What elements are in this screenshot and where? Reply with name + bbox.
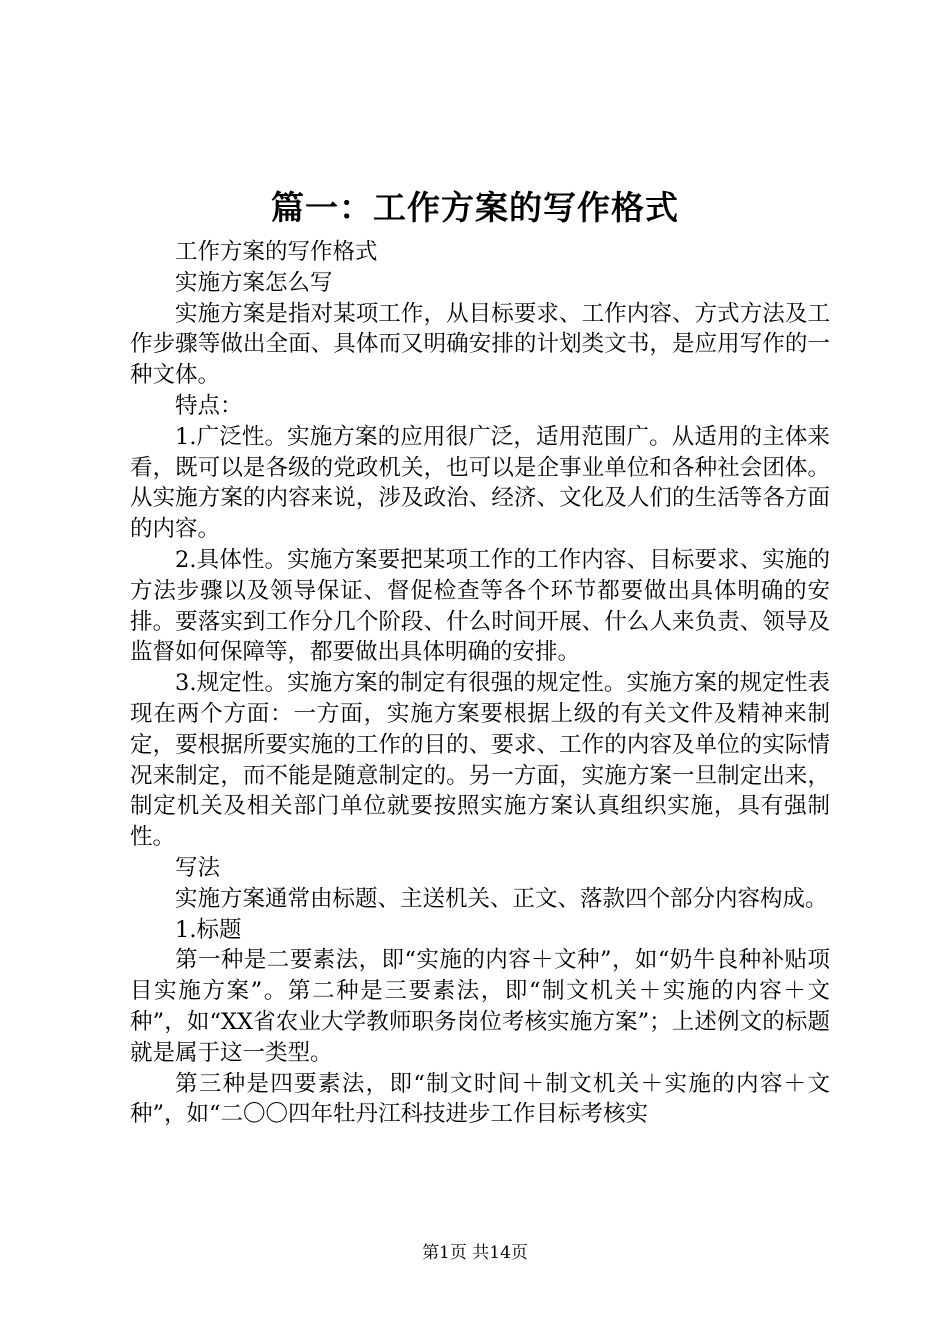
document-title: 篇一：工作方案的写作格式: [271, 188, 679, 227]
paragraph-title-heading: 1.标题: [175, 916, 242, 943]
document-body: [130, 237, 830, 1130]
paragraph-features-heading: 特点：: [175, 392, 243, 419]
page-number: 第1页 共14页: [422, 1243, 528, 1263]
paragraph-subtitle: 工作方案的写作格式: [175, 239, 378, 265]
paragraph-structure: 实施方案通常由标题、主送机关、正文、落款四个部分内容构成。: [175, 885, 828, 912]
paragraph-feature-3: 3.规定性。实施方案的制定有很强的规定性。实施方案的规定性表现在两个方面：一方面，实施方案要根据上级的有关文件及精神来制定，要根据所要实施的工作的目的、要求、工作的内容及单位的实际情况来制定，而不能是随意制定的。另一方面，实施方案一旦制定出来，制定机关及相关部门单位就要按照实施方案认真组织实施，具有强制性。: [130, 670, 830, 851]
paragraph-heading-how: 实施方案怎么写: [175, 269, 333, 296]
paragraph-title-types-1: 第一种是二要素法，即“实施的内容＋文种”，如“奶牛良种补贴项目实施方案”。第二种是三要素法，即“制文机关＋实施的内容＋文种”，如“XX省农业大学教师职务岗位考核实施方案”；上述例文的标题就是属于这一类型。: [130, 947, 830, 1066]
paragraph-feature-1: 1.广泛性。实施方案的应用很广泛，适用范围广。从适用的主体来看，既可以是各级的党政机关，也可以是企事业单位和各种社会团体。从实施方案的内容来说，涉及政治、经济、文化及人们的生活等各方面的内容。: [130, 423, 830, 543]
paragraph-title-types-2: 第三种是四要素法，即“制文时间＋制文机关＋实施的内容＋文种”，如“二〇〇四年牡丹江科技进步工作目标考核实: [130, 1070, 830, 1128]
paragraph-writing-heading: 写法: [175, 854, 221, 881]
paragraph-definition: 实施方案是指对某项工作，从目标要求、工作内容、方式方法及工作步骤等做出全面、具体而又明确安排的计划类文书，是应用写作的一种文体。: [130, 300, 830, 389]
paragraph-feature-2: 2.具体性。实施方案要把某项工作的工作内容、目标要求、实施的方法步骤以及领导保证、督促检查等各个环节都要做出具体明确的安排。要落实到工作分几个阶段、什么时间开展、什么人来负责、领导及监督如何保障等，都要做出具体明确的安排。: [130, 546, 830, 666]
